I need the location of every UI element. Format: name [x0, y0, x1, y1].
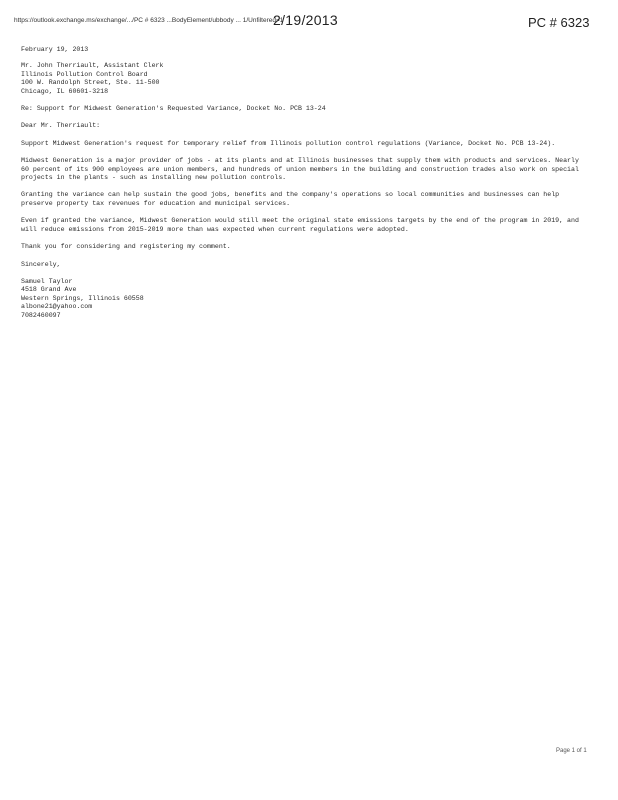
signature-email[interactable]: albone21@yahoo.com — [21, 303, 93, 311]
signature-line: 7082460097 — [21, 311, 61, 319]
received-date-stamp: 2/19/2013 — [273, 12, 338, 28]
page-number: Page 1 of 1 — [556, 748, 587, 754]
recipient-line: Illinois Pollution Control Board — [21, 70, 148, 78]
signature-line: Western Springs, Illinois 60558 — [21, 294, 144, 302]
url-text: https://outlook.exchange.ms/exchange/.../PC # 6323 ...BodyElement/ubbody ... 1/Unfiltered=1 — [14, 17, 284, 24]
paragraph: Midwest Generation is a major provider of jobs - at its plants and at Illinois businesses that supply them with products and services. Nearly 60 percent of its 900 employees are union members, and hundreds of union members in the building and construction trades also work on special projects in the plants - such as installing new pollution controls. — [21, 157, 579, 182]
paragraph: Support Midwest Generation's request for temporary relief from Illinois pollution control regulations (Variance, Docket No. PCB 13-24). — [21, 139, 556, 147]
paragraph: Thank you for considering and registering my comment. — [21, 243, 231, 251]
recipient-line: 100 W. Randolph Street, Ste. 11-500 — [21, 79, 160, 87]
paragraph: Granting the variance can help sustain the good jobs, benefits and the company's operations so local communities and businesses can help preserve property tax revenues for education and municipal services. — [21, 191, 560, 207]
signature-line: 4518 Grand Ave — [21, 286, 77, 294]
salutation: Dear Mr. Therriault: — [21, 122, 101, 130]
paragraph: Even if granted the variance, Midwest Generation would still meet the original state emissions targets by the end of the program in 2019, and will reduce emissions from 2015-2019 more than was expected when current regulations were adopted. — [21, 217, 579, 233]
recipient-line: Mr. John Therriault, Assistant Clerk — [21, 62, 164, 70]
letter-date: February 19, 2013 — [21, 46, 89, 53]
letter-body — [21, 46, 581, 320]
recipient-line: Chicago, IL 60601-3218 — [21, 87, 109, 95]
closing: Sincerely, — [21, 260, 61, 268]
re-line: Re: Support for Midwest Generation's Requested Variance, Docket No. PCB 13-24 — [21, 105, 326, 113]
signature-line: Samuel Taylor — [21, 277, 73, 285]
public-comment-number: PC # 6323 — [528, 15, 590, 30]
